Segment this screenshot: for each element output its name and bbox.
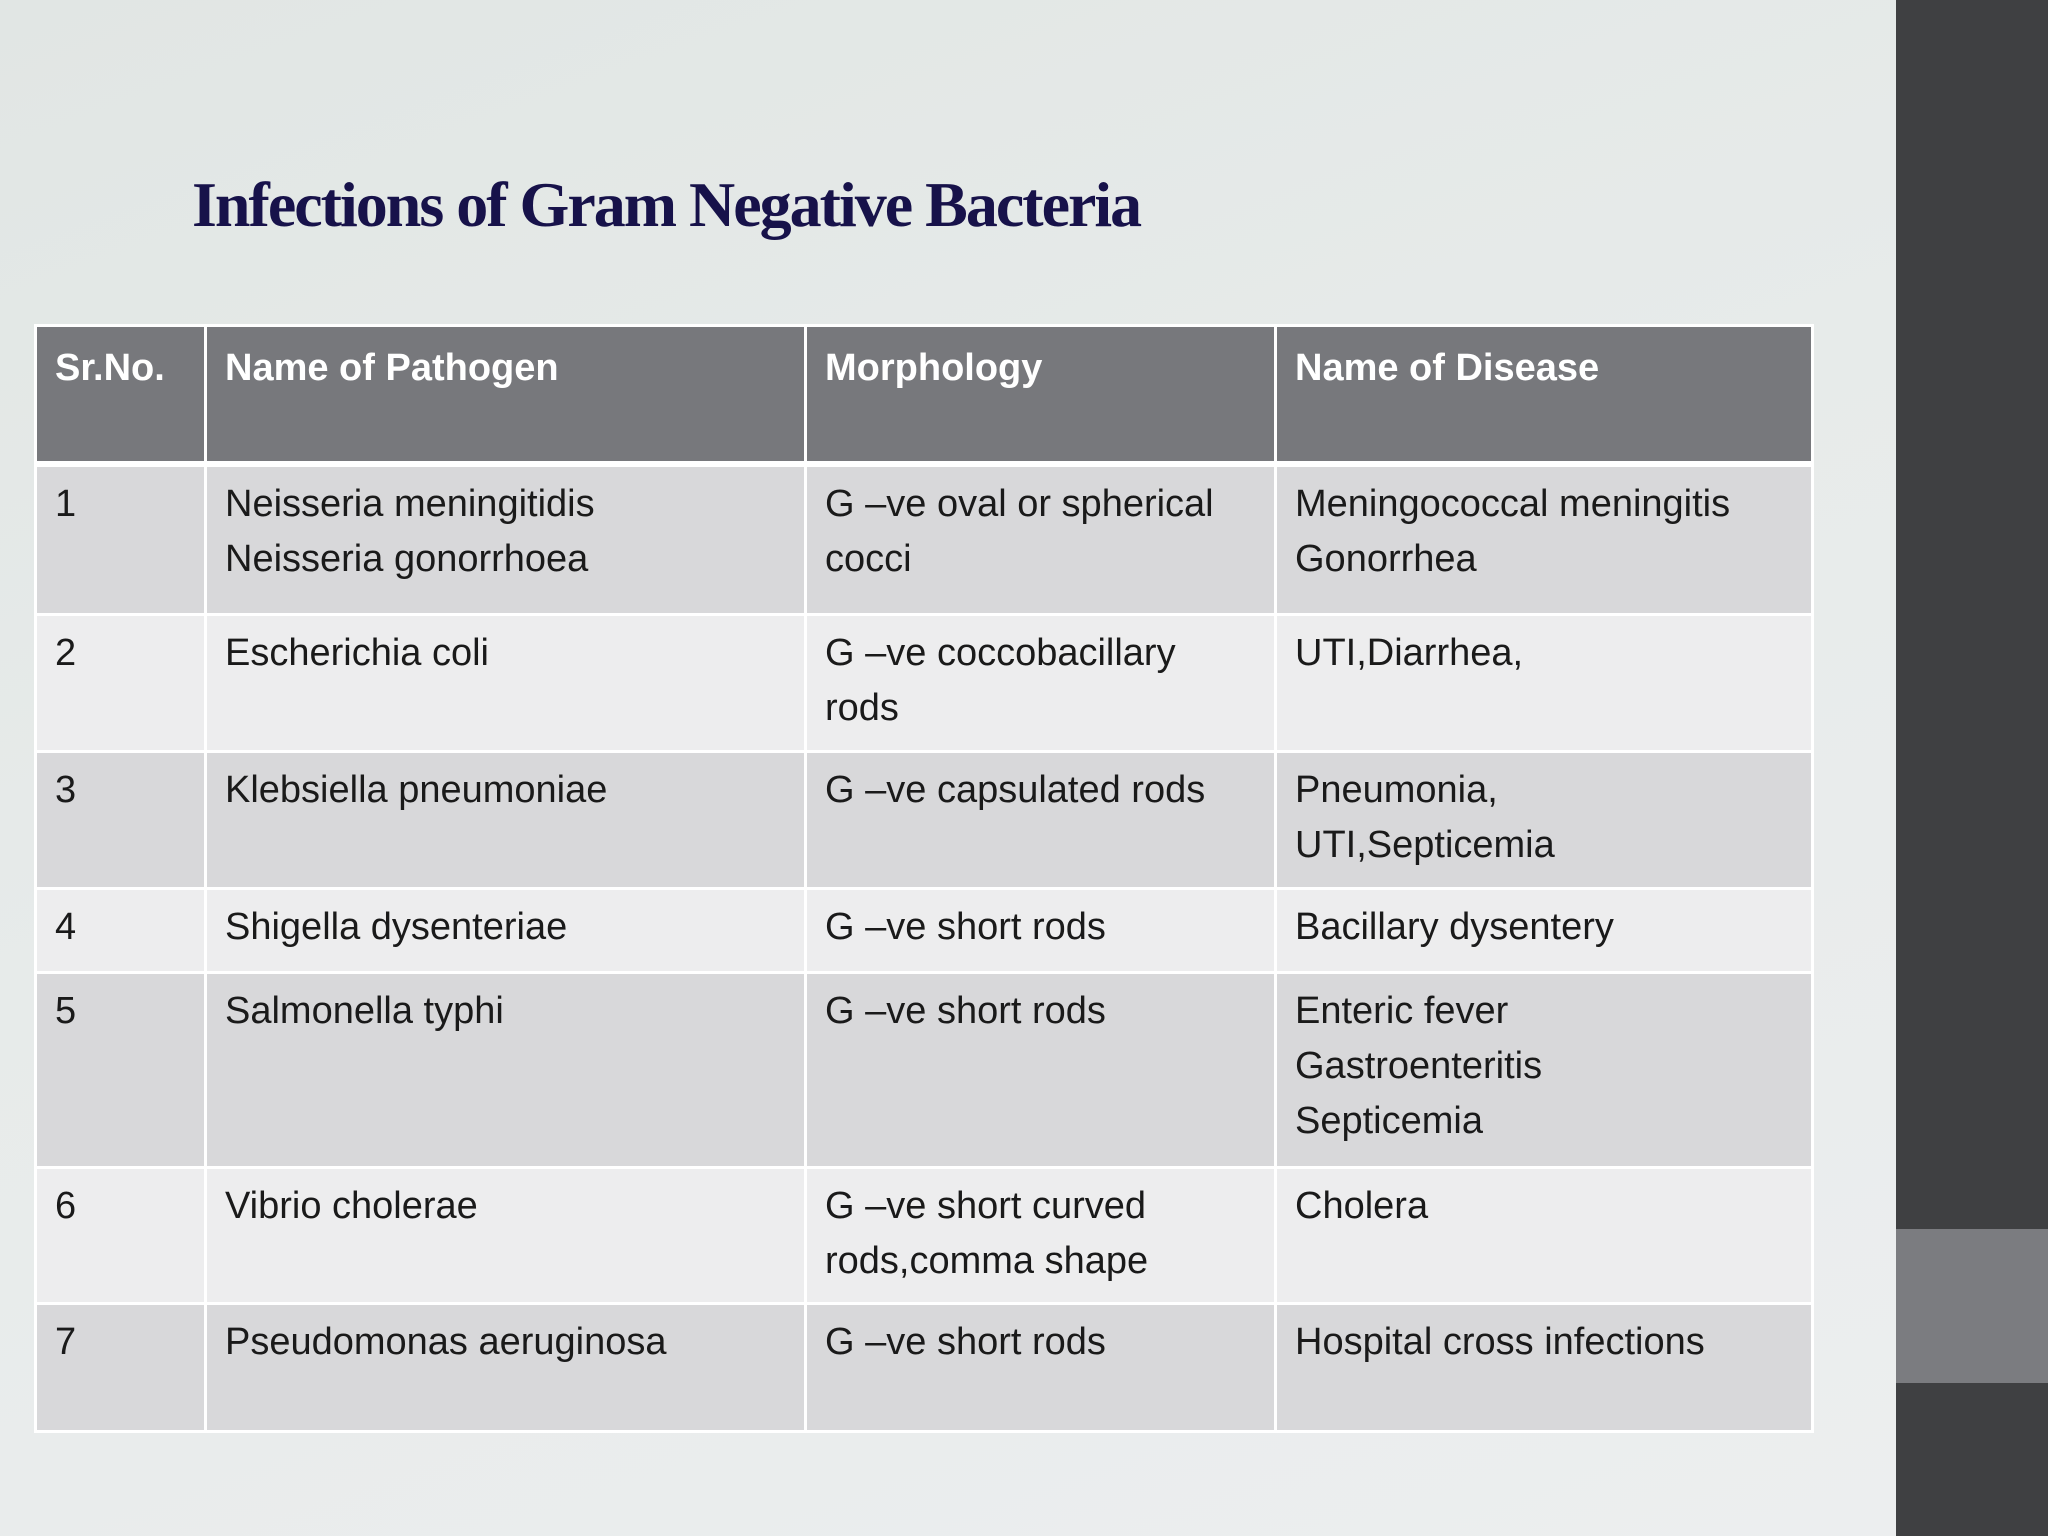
cell-sr-no: 3 <box>36 751 206 888</box>
header-pathogen: Name of Pathogen <box>206 326 806 465</box>
header-morphology: Morphology <box>806 326 1276 465</box>
table-row <box>36 888 1813 972</box>
table-header-row <box>36 326 1813 465</box>
cell-sr-no: 6 <box>36 1167 206 1303</box>
cell-disease <box>1276 614 1813 751</box>
cell-morphology <box>806 614 1276 751</box>
cell-pathogen <box>206 751 806 888</box>
table-row <box>36 751 1813 888</box>
cell-line: Shigella dysenteriae <box>225 905 568 948</box>
cell-line: Pseudomonas aeruginosa <box>225 1320 667 1363</box>
cell-pathogen <box>206 614 806 751</box>
cell-morphology <box>806 1167 1276 1303</box>
cell-line: Pneumonia, <box>1295 768 1498 811</box>
cell-line: Escherichia coli <box>225 631 489 674</box>
cell-disease <box>1276 888 1813 972</box>
cell-pathogen <box>206 464 806 614</box>
cell-line: Klebsiella pneumoniae <box>225 768 608 811</box>
header-disease: Name of Disease <box>1276 326 1813 465</box>
cell-line: UTI,Diarrhea, <box>1295 631 1524 674</box>
cell-line: rods <box>825 686 899 729</box>
cell-morphology <box>806 972 1276 1167</box>
table-row <box>36 614 1813 751</box>
table-row <box>36 1303 1813 1431</box>
cell-line: Vibrio cholerae <box>225 1184 478 1227</box>
cell-line: Neisseria gonorrhoea <box>225 538 589 580</box>
cell-disease <box>1276 1167 1813 1303</box>
cell-line: G –ve capsulated rods <box>825 768 1206 811</box>
table-row <box>36 464 1813 614</box>
cell-sr-no: 2 <box>36 614 206 751</box>
cell-morphology <box>806 464 1276 614</box>
cell-line: Septicemia <box>1295 1099 1483 1142</box>
cell-line: Bacillary dysentery <box>1295 905 1614 948</box>
side-bar-accent <box>1896 1229 2048 1383</box>
cell-disease <box>1276 464 1813 614</box>
cell-pathogen <box>206 1303 806 1431</box>
cell-sr-no: 4 <box>36 888 206 972</box>
cell-line: cocci <box>825 538 912 580</box>
cell-disease <box>1276 972 1813 1167</box>
cell-morphology <box>806 751 1276 888</box>
cell-line: G –ve short rods <box>825 905 1106 948</box>
cell-pathogen <box>206 1167 806 1303</box>
cell-line: Gastroenteritis <box>1295 1044 1543 1087</box>
cell-line: Neisseria meningitidis <box>225 483 595 525</box>
cell-pathogen <box>206 888 806 972</box>
cell-line: Hospital cross infections <box>1295 1320 1705 1363</box>
pathogen-table <box>34 324 1814 1433</box>
cell-sr-no: 1 <box>36 464 206 614</box>
table-row <box>36 1167 1813 1303</box>
cell-morphology <box>806 1303 1276 1431</box>
cell-line: G –ve oval or spherical <box>825 483 1214 525</box>
cell-line: Meningococcal meningitis <box>1295 483 1731 525</box>
cell-line: UTI,Septicemia <box>1295 823 1555 866</box>
cell-line: Cholera <box>1295 1184 1429 1227</box>
slide-title: Infections of Gram Negative Bacteria <box>192 169 1141 240</box>
cell-line: Salmonella typhi <box>225 989 504 1032</box>
cell-sr-no: 7 <box>36 1303 206 1431</box>
cell-sr-no: 5 <box>36 972 206 1167</box>
cell-morphology <box>806 888 1276 972</box>
cell-line: G –ve coccobacillary <box>825 631 1176 674</box>
cell-line: Gonorrhea <box>1295 538 1477 580</box>
cell-pathogen <box>206 972 806 1167</box>
header-sr-no: Sr.No. <box>36 326 206 465</box>
table-row <box>36 972 1813 1167</box>
cell-disease <box>1276 751 1813 888</box>
cell-disease <box>1276 1303 1813 1431</box>
cell-line: G –ve short rods <box>825 1320 1106 1363</box>
cell-line: G –ve short curved <box>825 1184 1147 1227</box>
cell-line: G –ve short rods <box>825 989 1106 1032</box>
cell-line: Enteric fever <box>1295 989 1509 1032</box>
cell-line: rods,comma shape <box>825 1239 1149 1282</box>
